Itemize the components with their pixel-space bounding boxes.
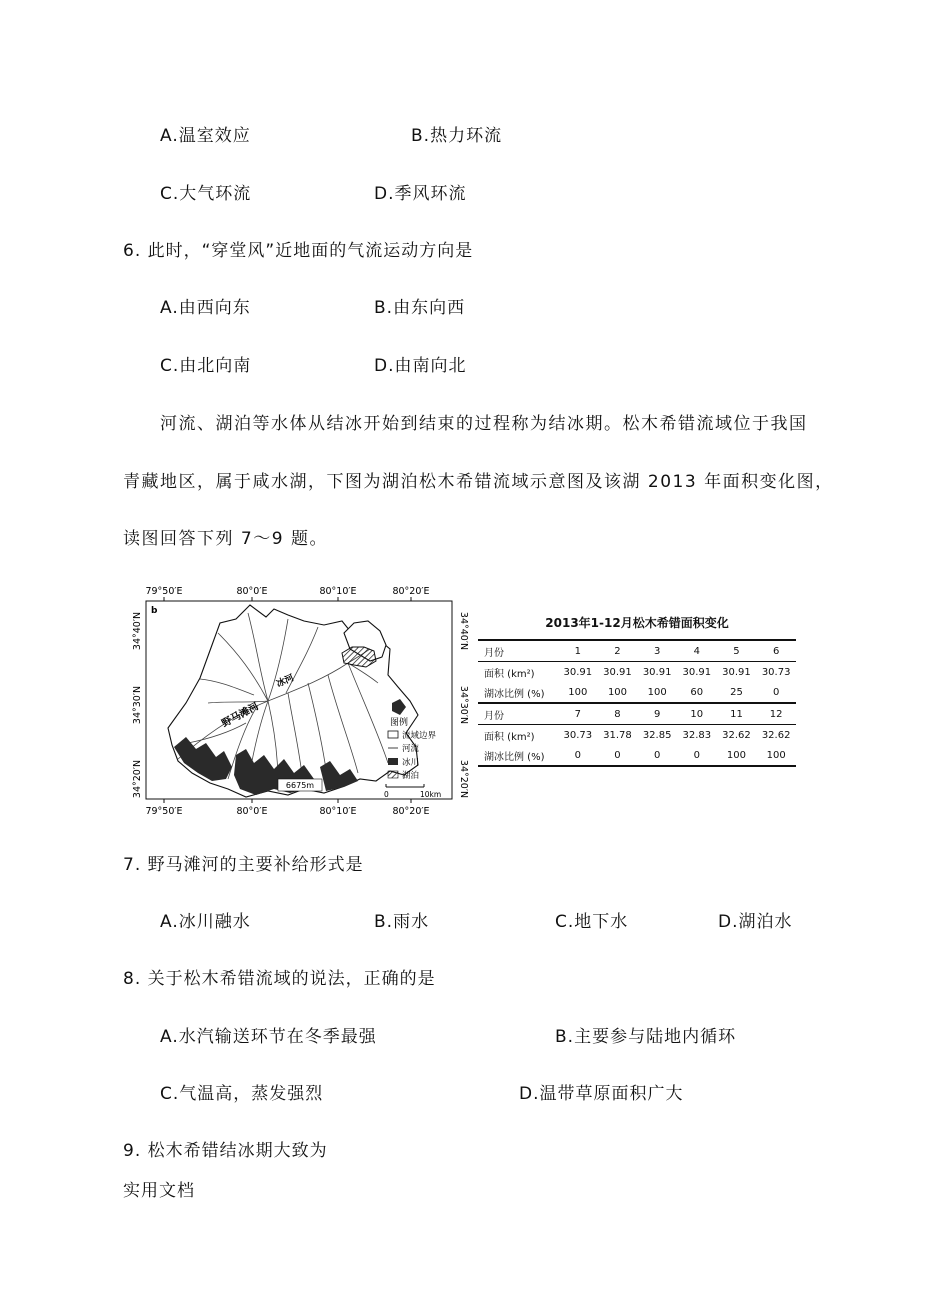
month-cell: 9	[653, 708, 661, 720]
legend-boundary: 流域边界	[402, 731, 437, 741]
q8-option-c: C.气温高，蒸发强烈	[160, 1084, 324, 1104]
top-lon-3: 80°10′E	[319, 586, 357, 597]
panel-label: b	[151, 606, 158, 616]
bottom-lon-1: 79°50′E	[145, 806, 183, 817]
table-row	[478, 725, 796, 746]
table-row	[478, 745, 796, 766]
area-cell: 30.91	[682, 666, 712, 678]
area-cell: 30.91	[563, 666, 593, 678]
q6-option-c: C.由北向南	[160, 356, 252, 376]
ice-cell: 60	[690, 686, 704, 698]
area-cell: 30.91	[642, 666, 672, 678]
left-lat-2: 34°30′N	[132, 685, 143, 725]
month-cell: 7	[574, 708, 582, 720]
ice-cell: 100	[568, 686, 588, 698]
month-label-2: 月份	[484, 710, 504, 722]
q5-option-b: B.热力环流	[411, 126, 503, 146]
left-lat-1: 34°40′N	[132, 611, 143, 651]
table-row	[478, 703, 796, 725]
month-cell: 12	[769, 708, 783, 720]
area-table	[478, 639, 796, 767]
scale-ten: 10km	[420, 790, 442, 799]
bottom-lon-4: 80°20′E	[392, 806, 430, 817]
ice-cell: 0	[772, 686, 780, 698]
q7-option-c: C.地下水	[555, 912, 629, 932]
ice-cell: 100	[766, 749, 786, 761]
q7-stem: 7. 野马滩河的主要补给形式是	[123, 855, 364, 875]
ice-cell: 0	[653, 749, 661, 761]
area-label-1: 面积 (km²)	[484, 668, 535, 680]
bottom-lon-2: 80°0′E	[236, 806, 268, 817]
intro-line-1: 河流、湖泊等水体从结冰开始到结束的过程称为结冰期。松木希错流域位于我国	[160, 414, 808, 434]
intro-line-3: 读图回答下列 7～9 题。	[123, 529, 328, 549]
lake	[342, 647, 376, 667]
area-cell: 30.73	[563, 729, 593, 741]
q6-option-b: B.由东向西	[374, 298, 466, 318]
ice-cell: 100	[647, 686, 667, 698]
month-cell: 11	[730, 708, 743, 720]
area-label-2: 面积 (km²)	[484, 731, 535, 743]
month-label-1: 月份	[484, 647, 504, 659]
top-lon-4: 80°20′E	[392, 586, 430, 597]
table-row	[478, 682, 796, 703]
q8-option-d: D.温带草原面积广大	[519, 1084, 684, 1104]
month-cell: 8	[614, 708, 621, 720]
q5-option-d: D.季风环流	[374, 184, 467, 204]
ice-cell: 0	[693, 749, 700, 761]
q9-stem: 9. 松木希错结冰期大致为	[123, 1141, 328, 1161]
area-cell: 31.78	[603, 729, 632, 741]
table-row	[478, 640, 796, 662]
right-lat-2: 34°30′N	[458, 685, 469, 725]
area-cell: 32.85	[642, 729, 672, 741]
q7-option-b: B.雨水	[374, 912, 430, 932]
elevation-label: 6675m	[285, 781, 315, 790]
ice-cell: 100	[607, 686, 628, 698]
month-cell: 6	[772, 645, 780, 657]
basin-map	[128, 583, 474, 818]
left-lat-3: 34°20′N	[132, 759, 143, 799]
month-cell: 2	[614, 645, 621, 657]
top-lon-1: 79°50′E	[145, 586, 183, 597]
month-cell: 3	[653, 645, 661, 657]
ice-label-1: 湖冰比例 (%)	[484, 688, 545, 700]
river-label-yematan: 野马滩河	[220, 701, 261, 730]
bottom-lon-3: 80°10′E	[319, 806, 357, 817]
area-cell: 30.73	[761, 666, 791, 678]
table-row	[478, 662, 796, 683]
area-cell: 30.91	[603, 666, 632, 678]
q5-option-c: C.大气环流	[160, 184, 252, 204]
area-change-table	[476, 614, 798, 767]
area-cell: 32.62	[761, 729, 791, 741]
q8-option-a: A.水汽输送环节在冬季最强	[160, 1027, 377, 1047]
ice-cell: 100	[726, 749, 746, 761]
top-lon-2: 80°0′E	[236, 586, 268, 597]
q7-option-a: A.冰川融水	[160, 912, 251, 932]
legend-title: 图例	[390, 718, 409, 728]
area-cell: 32.83	[682, 729, 712, 741]
intro-line-2: 青藏地区，属于咸水湖，下图为湖泊松木希错流域示意图及该湖 2013 年面积变化图，	[123, 472, 834, 492]
river-label-binghe: 冰河	[275, 673, 296, 690]
area-cell: 32.62	[722, 729, 751, 741]
q7-option-d: D.湖泊水	[718, 912, 793, 932]
month-cell: 1	[574, 645, 582, 657]
month-cell: 10	[690, 708, 704, 720]
area-cell: 30.91	[722, 666, 751, 678]
month-cell: 4	[693, 645, 700, 657]
month-cell: 5	[733, 645, 740, 657]
footer-text: 实用文档	[123, 1181, 195, 1201]
ice-cell: 25	[730, 686, 743, 698]
ice-label-2: 湖冰比例 (%)	[484, 751, 545, 763]
q8-option-b: B.主要参与陆地内循环	[555, 1027, 737, 1047]
right-lat-1: 34°40′N	[458, 611, 469, 651]
legend-river: 河流	[402, 744, 420, 754]
table-title: 2013年1-12月松木希错面积变化	[545, 616, 729, 630]
q6-option-a: A.由西向东	[160, 298, 251, 318]
q6-option-d: D.由南向北	[374, 356, 467, 376]
q6-stem: 6. 此时，“穿堂风”近地面的气流运动方向是	[123, 241, 474, 261]
q5-option-a: A.温室效应	[160, 126, 251, 146]
right-lat-3: 34°20′N	[458, 759, 469, 799]
scale-zero: 0	[384, 790, 389, 799]
ice-cell: 0	[574, 749, 582, 761]
ice-cell: 0	[614, 749, 621, 761]
basin-map-svg	[128, 583, 474, 818]
legend-glacier: 冰川	[402, 758, 420, 768]
legend-lake: 湖泊	[402, 771, 420, 781]
q8-stem: 8. 关于松木希错流域的说法，正确的是	[123, 969, 436, 989]
